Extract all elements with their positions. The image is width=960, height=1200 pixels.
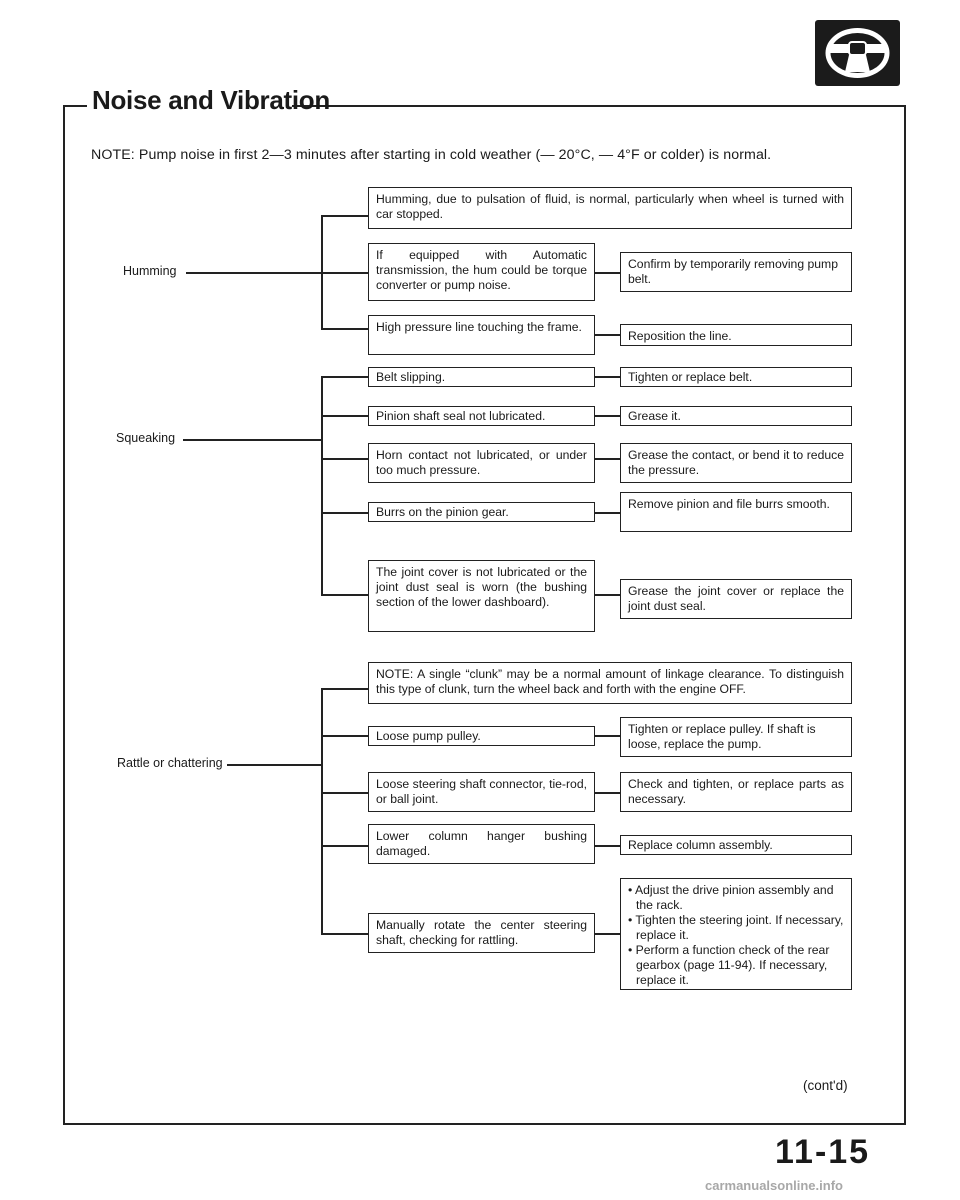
fix-pinion-burrs: Remove pinion and file burrs smooth. [620,492,852,532]
fix-steering-connector: Check and tighten, or replace parts as necessary. [620,772,852,812]
connector [321,458,369,460]
cause-humming-normal: Humming, due to pulsation of fluid, is normal, particularly when wheel is turned with car stopped. [368,187,852,229]
connector [321,328,369,330]
connector [321,594,369,596]
connector [186,272,321,274]
cause-horn-contact: Horn contact not lubricated, or under too much pressure. [368,443,595,483]
fix-step-adjust: • Adjust the drive pinion assembly and the rack. [628,883,834,912]
fix-belt-slipping: Tighten or replace belt. [620,367,852,387]
cause-belt-slipping: Belt slipping. [368,367,595,387]
watermark: carmanualsonline.info [705,1178,843,1193]
cause-column-bushing: Lower column hanger bushing damaged. [368,824,595,864]
connector [321,376,369,378]
connector [321,215,369,217]
continued-label: (cont'd) [803,1078,848,1093]
connector [595,272,620,274]
note-clunk: NOTE: A single “clunk” may be a normal amount of linkage clearance. To distinguish this type of clunk, turn the wheel back and forth with the engine OFF. [368,662,852,704]
connector [227,764,321,766]
cold-weather-note: NOTE: Pump noise in first 2—3 minutes after starting in cold weather (— 20°C, — 4°F or colder) is normal. [91,147,772,163]
fix-humming-automatic: Confirm by temporarily removing pump belt. [620,252,852,292]
fix-step-function-check: • Perform a function check of the rear gearbox (page 11-94). If necessary, replace it. [628,943,830,987]
connector [321,688,369,690]
fix-humming-pressure-line: Reposition the line. [620,324,852,346]
connector [595,415,620,417]
cause-pinion-seal: Pinion shaft seal not lubricated. [368,406,595,426]
fix-pump-pulley: Tighten or replace pulley. If shaft is loose, replace the pump. [620,717,852,757]
connector [595,933,620,935]
connector [595,512,620,514]
fix-step-tighten: • Tighten the steering joint. If necessary, replace it. [628,913,844,942]
steering-wheel-icon [815,20,900,86]
fix-rotate-shaft-list [628,883,844,988]
connector [321,272,369,274]
connector [321,376,323,594]
connector [595,458,620,460]
connector [595,845,620,847]
fix-rotate-shaft [620,878,852,990]
connector [321,845,369,847]
category-squeaking: Squeaking [116,431,176,445]
connector [595,792,620,794]
connector [183,439,321,441]
connector [321,415,369,417]
cause-humming-automatic: If equipped with Automatic transmission, the hum could be torque converter or pump noise. [368,243,595,301]
connector [321,933,369,935]
connector [321,735,369,737]
cause-humming-pressure-line: High pressure line touching the frame. [368,315,595,355]
cause-steering-connector: Loose steering shaft connector, tie-rod, or ball joint. [368,772,595,812]
fix-pinion-seal: Grease it. [620,406,852,426]
fix-column-bushing: Replace column assembly. [620,835,852,855]
connector [595,735,620,737]
category-humming: Humming [123,264,177,278]
fix-horn-contact: Grease the contact, or bend it to reduce the pressure. [620,443,852,483]
cause-pump-pulley: Loose pump pulley. [368,726,595,746]
connector [595,334,620,336]
connector [321,792,369,794]
cause-joint-cover: The joint cover is not lubricated or the joint dust seal is worn (the bushing section of the lower dashboard). [368,560,595,632]
frame-top-left [63,105,87,107]
section-title: Noise and Vibration [92,85,330,115]
page-number: 11-15 [775,1133,871,1171]
frame-top-right [292,105,904,107]
connector [321,512,369,514]
connector [321,688,323,933]
connector [595,594,620,596]
cause-pinion-burrs: Burrs on the pinion gear. [368,502,595,522]
fix-joint-cover: Grease the joint cover or replace the joint dust seal. [620,579,852,619]
cause-rotate-shaft: Manually rotate the center steering shaft, checking for rattling. [368,913,595,953]
connector [595,376,620,378]
category-rattle: Rattle or chattering [117,756,223,770]
